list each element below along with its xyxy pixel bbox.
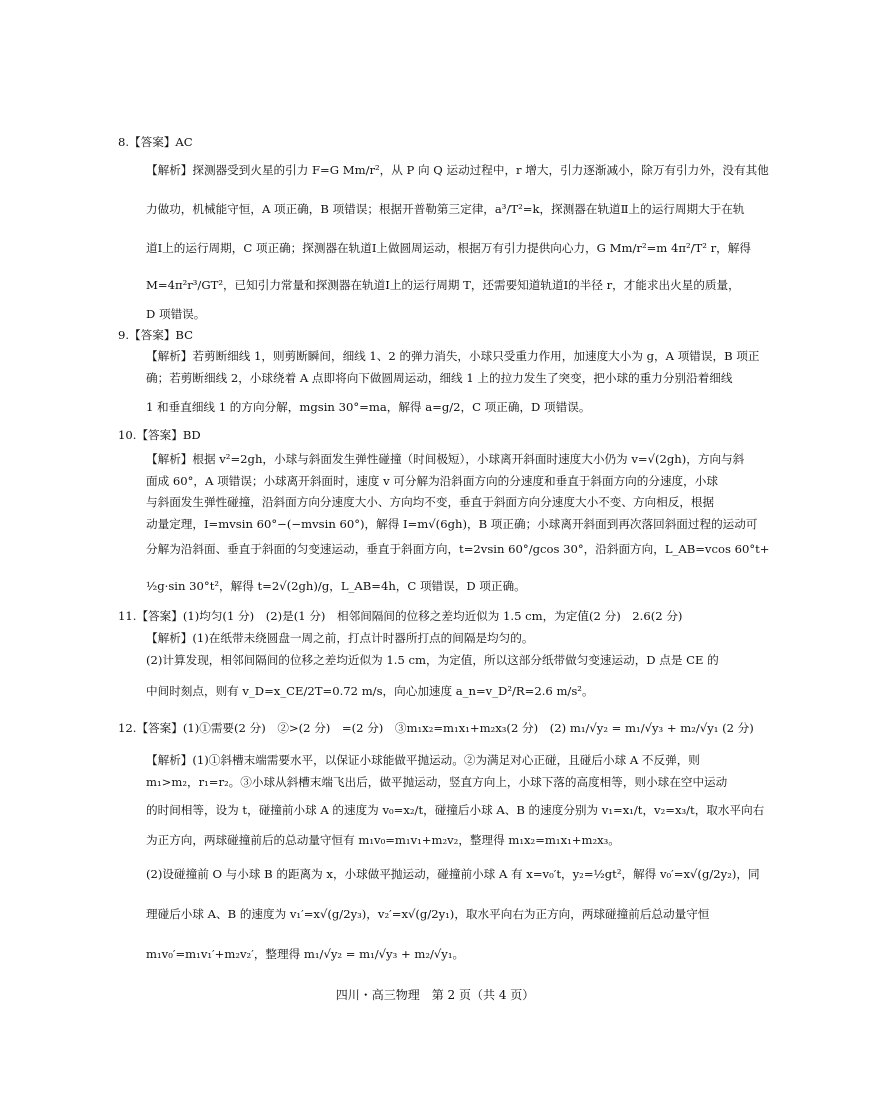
q10-analysis-line: ½g·sin 30°t²，解得 t=2√(2gh)/g，L_AB=4h，C 项错误，D 项正确。: [146, 579, 526, 593]
q10-answer: 10.【答案】BD: [118, 428, 201, 442]
q12-analysis-line: (2)设碰撞前 O 与小球 B 的距离为 x，小球做平抛运动，碰撞前小球 A 有 x=v₀′t，y₂=½gt²，解得 v₀′=x√(g/2y₂)，同: [146, 867, 760, 881]
q11-analysis-line: 【解析】(1)在纸带未绕圆盘一周之前，打点计时器所打点的间隔是均匀的。: [146, 631, 534, 645]
q8-analysis-line: M=4π²r³/GT²，已知引力常量和探测器在轨道Ⅰ上的运行周期 T，还需要知道轨道Ⅰ的半径 r，才能求出火星的质量，: [146, 278, 740, 292]
q12-analysis-line: 为正方向，两球碰撞前后的总动量守恒有 m₁v₀=m₁v₁+m₂v₂，整理得 m₁x₂=m₁x₁+m₂x₃。: [146, 833, 620, 847]
q11-answer: 11.【答案】(1)均匀(1 分) (2)是(1 分) 相邻间隔间的位移之差均近似为 1.5 cm，为定值(2 分) 2.6(2 分): [118, 609, 683, 623]
q9-analysis-line: 确；若剪断细线 2，小球绕着 A 点即将向下做圆周运动，细线 1 上的拉力发生了突变，把小球的重力分别沿着细线: [146, 371, 733, 385]
q9-analysis-line: 【解析】若剪断细线 1，则剪断瞬间，细线 1、2 的弹力消失，小球只受重力作用，加速度大小为 g，A 项错误，B 项正: [146, 349, 760, 363]
q12-answer: 12.【答案】(1)①需要(2 分) ②>(2 分) =(2 分) ③m₁x₂=m₁x₁+m₂x₃(2 分) (2) m₁/√y₂ = m₁/√y₃ + m₂/√y₁ (2 分): [118, 721, 754, 735]
q12-analysis-line: 【解析】(1)①斜槽末端需要水平，以保证小球能做平抛运动。②为满足对心正碰，且碰后小球 A 不反弹，则: [146, 753, 700, 767]
q8-analysis-line: 道Ⅰ上的运行周期，C 项正确；探测器在轨道Ⅰ上做圆周运动，根据万有引力提供向心力，G Mm/r²=m 4π²/T² r，解得: [146, 241, 751, 255]
q8-analysis-line: D 项错误。: [146, 307, 206, 321]
q12-analysis-line: m₁>m₂，r₁=r₂。③小球从斜槽末端飞出后，做平抛运动，竖直方向上，小球下落的高度相等，则小球在空中运动: [146, 775, 728, 789]
q10-analysis-line: 动量定理，I=mvsin 60°−(−mvsin 60°)，解得 I=m√(6gh)，B 项正确；小球离开斜面到再次落回斜面过程的运动可: [146, 517, 758, 531]
q8-answer: 8.【答案】AC: [118, 135, 193, 149]
q9-analysis-line: 1 和垂直细线 1 的方向分解，mgsin 30°=ma，解得 a=g/2，C 项正确，D 项错误。: [146, 400, 591, 414]
q10-analysis-line: 与斜面发生弹性碰撞，沿斜面方向分速度大小、方向均不变，垂直于斜面方向分速度大小不变、方向相反，根据: [146, 495, 715, 509]
q12-analysis-line: 理碰后小球 A、B 的速度为 v₁′=x√(g/2y₃)，v₂′=x√(g/2y₁)，取水平向右为正方向，两球碰撞前后总动量守恒: [146, 907, 710, 921]
q12-analysis-line: 的时间相等，设为 t，碰撞前小球 A 的速度为 v₀=x₂/t，碰撞后小球 A、B 的速度分别为 v₁=x₁/t，v₂=x₃/t，取水平向右: [146, 803, 765, 817]
q8-analysis-line: 力做功，机械能守恒，A 项正确，B 项错误；根据开普勒第三定律，a³/T²=k，探测器在轨道Ⅱ上的运行周期大于在轨: [146, 202, 745, 216]
q11-analysis-line: (2)计算发现，相邻间隔间的位移之差均近似为 1.5 cm，为定值，所以这部分纸带做匀变速运动，D 点是 CE 的: [146, 653, 719, 667]
q10-analysis-line: 分解为沿斜面、垂直于斜面的匀变速运动，垂直于斜面方向，t=2vsin 60°/gcos 30°，沿斜面方向，L_AB=vcos 60°t+: [146, 542, 770, 556]
page-footer: 四川・高三物理 第 2 页（共 4 页）: [335, 988, 535, 1002]
q9-answer: 9.【答案】BC: [118, 328, 194, 342]
q10-analysis-line: 【解析】根据 v²=2gh，小球与斜面发生弹性碰撞（时间极短），小球离开斜面时速度大小仍为 v=√(2gh)，方向与斜: [146, 452, 745, 466]
q11-analysis-line: 中间时刻点，则有 v_D=x_CE/2T=0.72 m/s，向心加速度 a_n=v_D²/R=2.6 m/s²。: [146, 684, 594, 698]
q12-analysis-line: m₁v₀′=m₁v₁′+m₂v₂′，整理得 m₁/√y₂ = m₁/√y₃ + m₂/√y₁。: [146, 947, 465, 961]
q8-analysis-line: 【解析】探测器受到火星的引力 F=G Mm/r²，从 P 向 Q 运动过程中，r 增大，引力逐渐减小，除万有引力外，没有其他: [146, 163, 769, 177]
q10-analysis-line: 面成 60°，A 项错误；小球离开斜面时，速度 v 可分解为沿斜面方向的分速度和垂直于斜面方向的分速度，小球: [146, 474, 718, 488]
